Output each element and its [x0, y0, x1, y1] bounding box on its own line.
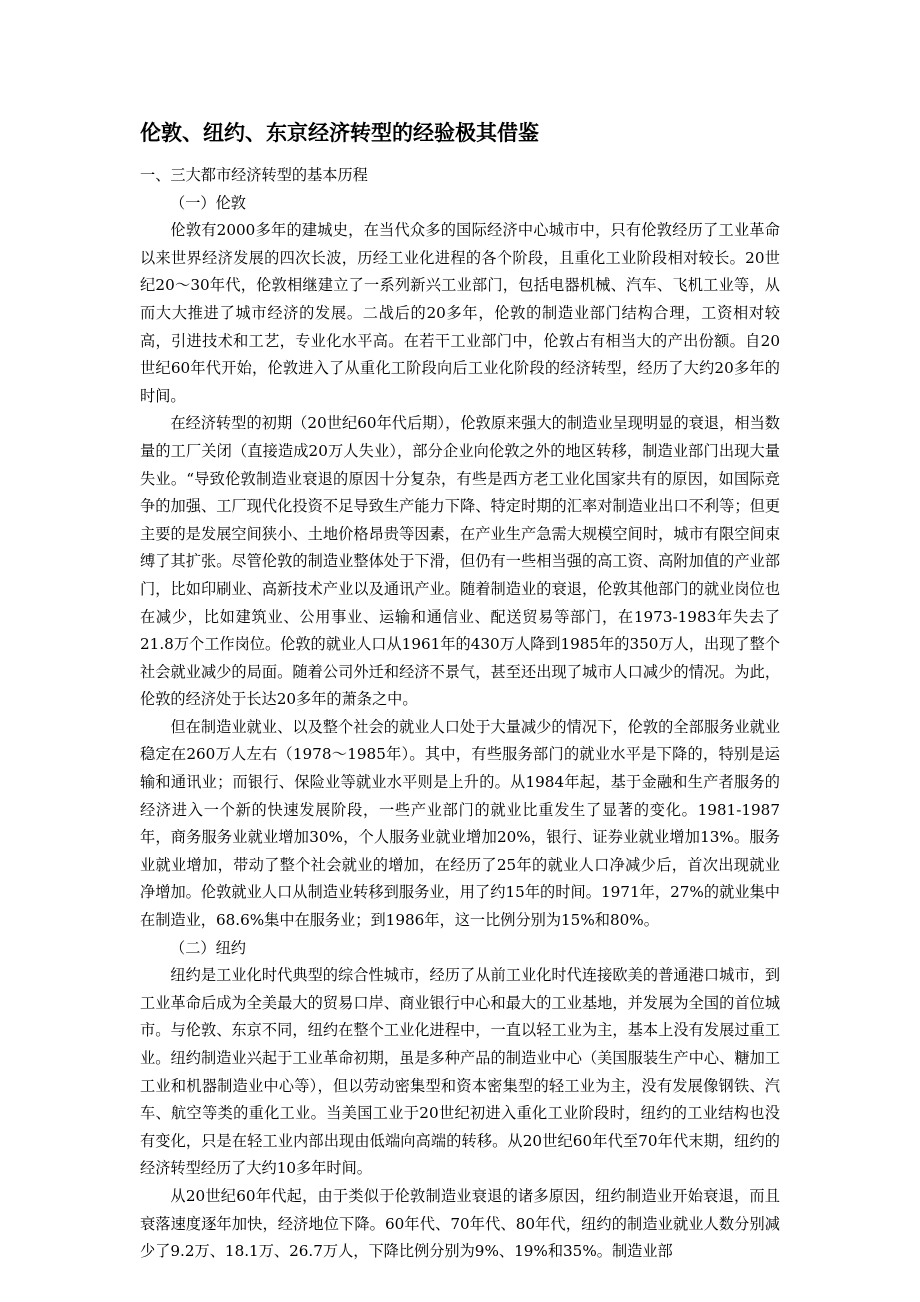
paragraph: 从20世纪60年代起，由于类似于伦敦制造业衰退的诸多原因，纽约制造业开始衰退，而且衰落速度逐年加快，经济地位下降。60年代、70年代、80年代，纽约的制造业就业人数分别减少了9.2万、18.1万、26.7万人，下降比例分别为9%、19%和35%。制造业部	[140, 1186, 780, 1261]
paragraph: 伦敦有2000多年的建城史，在当代众多的国际经济中心城市中，只有伦敦经历了工业革命以来世界经济发展的四次长波，历经工业化进程的各个阶段，且重化工业阶段相对较长。20世纪20～30年代，伦敦相继建立了一系列新兴工业部门，包括电器机械、汽车、飞机工业等，从而大大推进了城市经济的发展。二战后的20多年，伦敦的制造业部门结构合理，工资相对较高，引进技术和工艺，专业化水平高。在若干工业部门中，伦敦占有相当大的产出份额。自20世纪60年代开始，伦敦进入了从重化工阶段向后工业化阶段的经济转型，经历了大约20多年的时间。	[140, 221, 780, 405]
paragraph: 纽约是工业化时代典型的综合性城市，经历了从前工业化时代连接欧美的普通港口城市，到工业革命后成为全美最大的贸易口岸、商业银行中心和最大的工业基地，并发展为全国的首位城市。与伦敦、东京不同，纽约在整个工业化进程中，一直以轻工业为主，基本上没有发展过重工业。纽约制造业兴起于工业革命初期，虽是多种产品的制造业中心（美国服装生产中心、糖加工工业和机器制造业中心等），但以劳动密集型和资本密集型的轻工业为主，没有发展像钢铁、汽车、航空等类的重化工业。当美国工业于20世纪初进入重化工业阶段时，纽约的工业结构也没有变化，只是在轻工业内部出现由低端向高端的转移。从20世纪60年代至70年代末期，纽约的经济转型经历了大约10多年时间。	[140, 966, 780, 1178]
document-page	[140, 118, 780, 1266]
section-heading: 一、三大都市经济转型的基本历程	[140, 166, 368, 184]
paragraph: 在经济转型的初期（20世纪60年代后期），伦敦原来强大的制造业呈现明显的衰退，相当数量的工厂关闭（直接造成20万人失业），部分企业向伦敦之外的地区转移，制造业部门出现大量失业。“导致伦敦制造业衰退的原因十分复杂，有些是西方老工业化国家共有的原因，如国际竞争的加强、工厂现代化投资不足导致生产能力下降、特定时期的汇率对制造业出口不利等；但更主要的是发展空间狭小、土地价格昂贵等因素，在产业生产急需大规模空间时，城市有限空间束缚了其扩张。尽管伦敦的制造业整体处于下滑，但仍有一些相当强的高工资、高附加值的产业部门，比如印刷业、高新技术产业以及通讯产业。随着制造业的衰退，伦敦其他部门的就业岗位也在减少，比如建筑业、公用事业、运输和通信业、配送贸易等部门，在1973-1983年失去了21.8万个工作岗位。伦敦的就业人口从1961年的430万人降到1985年的350万人，出现了整个社会就业减少的局面。随着公司外迁和经济不景气，甚至还出现了城市人口减少的情况。为此，伦敦的经济处于长达20多年的萧条之中。	[140, 414, 780, 709]
document-title: 伦敦、纽约、东京经济转型的经验极其借鉴	[140, 121, 539, 145]
subsection-heading-london: （一）伦敦	[170, 193, 246, 212]
paragraph: 但在制造业就业、以及整个社会的就业人口处于大量减少的情况下，伦敦的全部服务业就业稳定在260万人左右（1978～1985年）。其中，有些服务部门的就业水平是下降的，特别是运输和通讯业；而银行、保险业等就业水平则是上升的。从1984年起，基于金融和生产者服务的经济进入一个新的快速发展阶段，一些产业部门的就业比重发生了显著的变化。1981-1987年，商务服务业就业增加30%，个人服务业就业增加20%，银行、证券业就业增加13%。服务业就业增加，带动了整个社会就业的增加，在经历了25年的就业人口净减少后，首次出现就业净增加。伦敦就业人口从制造业转移到服务业，用了约15年的时间。1971年，27%的就业集中在制造业，68.6%集中在服务业；到1986年，这一比例分别为15%和80%。	[140, 717, 780, 930]
subsection-heading-newyork: （二）纽约	[170, 938, 246, 957]
